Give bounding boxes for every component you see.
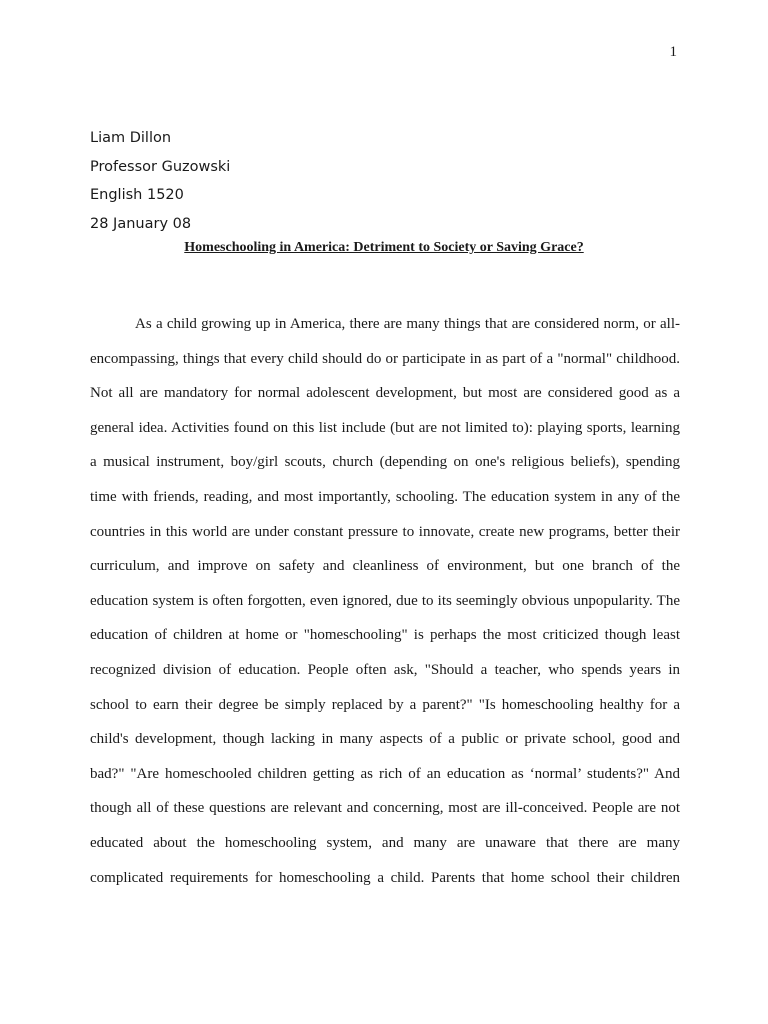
essay-body <box>90 307 680 895</box>
mla-heading <box>90 124 230 239</box>
body-line: education system is often forgotten, even ignored, due to its seemingly obvious unpopularity. The <box>90 592 680 609</box>
body-line: Not all are mandatory for normal adolescent development, but most are considered good as a <box>90 385 680 402</box>
author-name: Liam Dillon <box>90 130 172 146</box>
body-line: time with friends, reading, and most importantly, schooling. The education system in any of the <box>90 488 680 505</box>
body-line: encompassing, things that every child should do or participate in as part of a "normal" childhood. <box>90 350 680 367</box>
body-line: As a child growing up in America, there are many things that are considered norm, or all- <box>135 316 680 332</box>
body-line: bad?" "Are homeschooled children getting as rich of an education as ‘normal’ students?" And <box>90 765 680 782</box>
body-line: child's development, though lacking in many aspects of a public or private school, good and <box>90 731 680 748</box>
body-line: recognized division of education. People often ask, "Should a teacher, who spends years in <box>90 661 680 678</box>
course-name: English 1520 <box>90 187 184 204</box>
body-line: curriculum, and improve on safety and cleanliness of environment, but one branch of the <box>90 558 680 575</box>
professor-name: Professor Guzowski <box>90 158 231 175</box>
body-line: educated about the homeschooling system, and many are unaware that there are many <box>90 834 680 851</box>
body-line: complicated requirements for homeschooling a child. Parents that home school their children <box>90 869 680 886</box>
page-number: 1 <box>669 44 677 60</box>
body-line: education of children at home or "homeschooling" is perhaps the most criticized though least <box>90 627 680 644</box>
essay-title: Homeschooling in America: Detriment to Society or Saving Grace? <box>184 240 584 255</box>
body-line: school to earn their degree be simply replaced by a parent?" "Is homeschooling healthy for a <box>90 696 680 713</box>
body-line: though all of these questions are relevant and concerning, most are ill-conceived. People are not <box>90 800 680 817</box>
essay-date: 28 January 08 <box>90 216 192 233</box>
body-line: general idea. Activities found on this list include (but are not limited to): playing sports, learning <box>90 419 680 436</box>
body-line: countries in this world are under constant pressure to innovate, create new programs, better their <box>90 523 680 540</box>
body-line: a musical instrument, boy/girl scouts, church (depending on one's religious beliefs), spending <box>90 454 680 471</box>
